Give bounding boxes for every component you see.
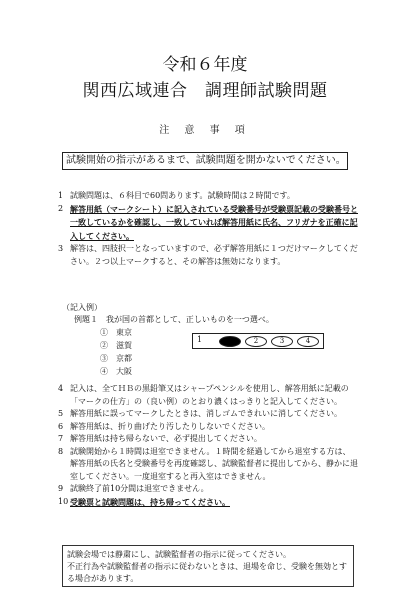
- instruction-text-part: 試験終了前10分間は退室できません。: [70, 484, 209, 493]
- instruction-text: [70, 383, 358, 408]
- instruction-number: 4: [58, 384, 64, 393]
- conduct-line-1: 試験会場では静粛にし、試験監督者の指示に従ってください。: [67, 550, 291, 559]
- answer-row-number: 1: [197, 335, 203, 344]
- instruction-item: [58, 408, 358, 421]
- instruction-list-a: [58, 190, 358, 268]
- instruction-text: [70, 190, 358, 203]
- instruction-number: 7: [58, 434, 64, 443]
- example-question: 例題１ 我が国の首都として、正しいものを一つ選べ。: [74, 315, 274, 324]
- conduct-notice-box: [62, 545, 354, 587]
- example-option-3: ③ 京都: [100, 354, 132, 363]
- instruction-item: [58, 496, 358, 510]
- instruction-number: 9: [58, 484, 64, 493]
- answer-bubble-4: 4: [297, 336, 319, 347]
- warning-box: 試験開始の指示があるまで、試験問題を開かないでください。: [62, 152, 348, 170]
- answer-bubble-1: [219, 336, 241, 347]
- instruction-text: [70, 421, 358, 434]
- instruction-text: [70, 203, 358, 244]
- example-option-1: ① 東京: [100, 328, 132, 337]
- instruction-list-b: [58, 383, 358, 509]
- instruction-number: 3: [58, 244, 64, 253]
- example-label: （記入例）: [62, 303, 102, 312]
- instruction-item: [58, 446, 358, 484]
- answer-bubble-2: 2: [245, 336, 267, 347]
- instruction-number: 10: [58, 496, 69, 506]
- exam-name-title: 関西広域連合 調理師試験問題: [82, 81, 328, 101]
- instruction-text: [70, 408, 358, 421]
- instruction-item: [58, 190, 358, 203]
- conduct-line-2: 不正行為や試験監督者の指示に従わないときは、退場を命じ、受験を無効とする場合があります。: [67, 562, 347, 583]
- instruction-number: 6: [58, 421, 64, 431]
- instruction-text: [70, 433, 358, 446]
- instruction-text: [70, 496, 358, 510]
- example-option-4: ④ 大阪: [100, 367, 132, 376]
- instruction-text-part: 試験問題は、６科目で60問あります。試験時間は２時間です。: [70, 191, 295, 200]
- instruction-text: [70, 446, 358, 484]
- instruction-text-part: 解答用紙（マークシート）に記入されている受験番号が受験票記載の受験番号と一致しているかを確認し、一致していれば解答用紙に氏名、フリガナを正確に記入してください。: [70, 203, 358, 241]
- instruction-number: 5: [58, 409, 64, 418]
- instruction-item: [58, 421, 358, 434]
- instruction-text: [70, 243, 358, 268]
- exam-year-title: 令和６年度: [162, 55, 248, 75]
- instruction-item: [58, 383, 358, 408]
- instruction-text-part: 記入は、全てＨＢの黒鉛筆又はシャープペンシルを使用し、解答用紙に記載の「マークの仕方」の（良い例）のとおり濃くはっきりと記入してください。: [70, 384, 349, 406]
- instruction-text-part: 解答用紙は持ち帰らないで、必ず提出してください。: [70, 434, 262, 443]
- instruction-text-part: 解答は、四肢択一となっていますので、必ず解答用紙に１つだけマークしてください。２つ以上マークすると、その解答は無効になります。: [70, 244, 358, 266]
- instruction-number: 1: [58, 191, 64, 200]
- example-answer-row: [192, 333, 324, 349]
- instruction-item: [58, 203, 358, 244]
- instruction-number: 8: [58, 446, 64, 456]
- instruction-number: 2: [58, 203, 64, 213]
- instruction-item: [58, 433, 358, 446]
- instruction-text-part: 解答用紙は、折り曲げたり汚したりしないでください。: [70, 421, 270, 431]
- notice-heading: 注 意 事 項: [159, 125, 251, 136]
- example-option-2: ② 滋賀: [100, 341, 132, 350]
- instruction-item: [58, 483, 358, 496]
- instruction-text-part: 解答用紙に誤ってマークしたときは、消しゴムできれいに消してください。: [70, 409, 342, 418]
- instruction-text: [70, 483, 358, 496]
- instruction-text-part: 受験票と試験問題は、持ち帰ってください。: [70, 496, 230, 507]
- instruction-text-part: 試験開始から１時間は退室できません。１時間を経過してから退室する方は、解答用紙の氏名と受験番号を再度確認し、試験監督者に提出してから、静かに退室してください。一度退室すると再入室はできません。: [70, 446, 358, 481]
- answer-bubble-3: 3: [271, 336, 293, 347]
- instruction-item: [58, 243, 358, 268]
